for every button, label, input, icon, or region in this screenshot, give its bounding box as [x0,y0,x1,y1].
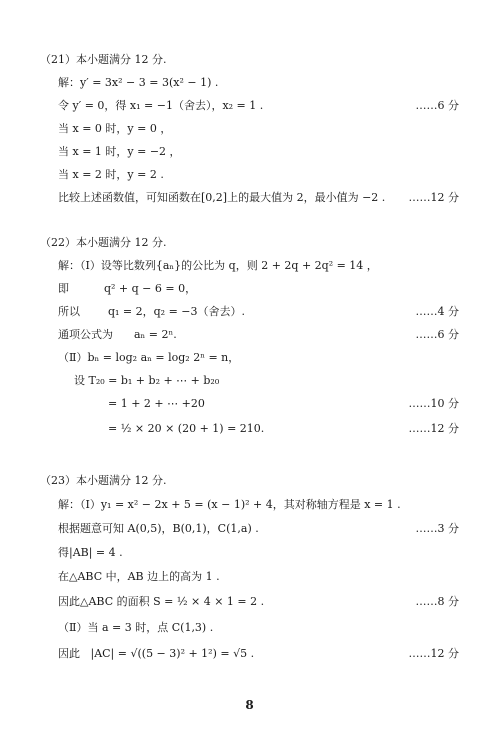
q23-header: （23）本小题满分 12 分. [40,474,167,487]
q23-line-text: 根据题意可知 A(0,5)，B(0,1)，C(1,a) . [58,522,259,535]
q21-line-1 [0,75,499,91]
q22-header-row [0,235,499,251]
q23-line-7 [0,646,499,662]
q22-line-text: 即 q² + q − 6 = 0， [58,282,197,295]
q23-line-5 [0,594,499,610]
q21-line-text: 当 x = 1 时，y = −2 ， [58,145,181,158]
q23-line-text: 解：（Ⅰ）y₁ = x² − 2x + 5 = (x − 1)² + 4，其对称轴方程是 x = 1 . [58,498,401,511]
q21-line-5 [0,167,499,183]
q21-line-text: 令 y′ = 0，得 x₁ = −1（舍去），x₂ = 1 . [58,99,264,112]
q22-line-3 [0,304,499,320]
q22-line-text: = ½ × 20 × (20 + 1) = 210. [108,422,265,435]
q23-line-text: （Ⅱ）当 a = 3 时，点 C(1,3) . [58,621,214,634]
q21-line-text: 解：y′ = 3x² − 3 = 3(x² − 1) . [58,76,219,89]
page-number: 8 [245,698,254,712]
q23-header-row [0,473,499,489]
q22-line-1 [0,258,499,274]
q22-line-text: 所以 q₁ = 2，q₂ = −3（舍去）. [58,305,246,318]
q22-line-text: 解：（Ⅰ）设等比数列{aₙ}的公比为 q，则 2 + 2q + 2q² = 14 ， [58,259,378,272]
q22-line-text: 设 T₂₀ = b₁ + b₂ + ⋯ + b₂₀ [74,374,220,387]
q23-line-text: 因此△ABC 的面积 S = ½ × 4 × 1 = 2 . [58,595,265,608]
q21-line-text: 当 x = 0 时，y = 0 ， [58,122,172,135]
q21-score: ……12 分 [408,191,459,204]
q21-header: （21）本小题满分 12 分. [40,53,167,66]
q21-line-4 [0,144,499,160]
q22-line-6 [0,373,499,389]
q22-line-5 [0,350,499,366]
q23-line-6 [0,620,499,636]
q21-line-6 [0,190,499,206]
q21-line-text: 当 x = 2 时，y = 2 . [58,168,164,181]
q21-line-2 [0,98,499,114]
q22-score: ……6 分 [415,328,459,341]
q22-score: ……12 分 [408,422,459,435]
q21-header-row [0,52,499,68]
q23-line-4 [0,569,499,585]
q22-line-text: （Ⅱ）bₙ = log₂ aₙ = log₂ 2ⁿ = n， [58,351,240,364]
q23-line-2 [0,521,499,537]
q22-line-8 [0,421,499,437]
q23-score: ……8 分 [415,595,459,608]
q22-score: ……4 分 [415,305,459,318]
q22-header: （22）本小题满分 12 分. [40,236,167,249]
q22-score: ……10 分 [408,397,459,410]
q22-line-2 [0,281,499,297]
q22-line-7 [0,396,499,412]
q22-line-text: = 1 + 2 + ⋯ +20 [108,397,205,410]
q23-line-text: 在△ABC 中，AB 边上的高为 1 . [58,570,220,583]
q23-line-text: 因此 |AC| = √((5 − 3)² + 1²) = √5 . [58,647,255,660]
q21-score: ……6 分 [415,99,459,112]
q22-line-4 [0,327,499,343]
q22-line-text: 通项公式为 aₙ = 2ⁿ. [58,328,177,341]
q23-score: ……3 分 [415,522,459,535]
q23-score: ……12 分 [408,647,459,660]
q23-line-1 [0,497,499,513]
q23-line-3 [0,545,499,561]
q21-line-text: 比较上述函数值，可知函数在[0,2]上的最大值为 2，最小值为 −2 . [58,191,386,204]
q23-line-text: 得|AB| = 4 . [58,546,123,559]
q21-line-3 [0,121,499,137]
